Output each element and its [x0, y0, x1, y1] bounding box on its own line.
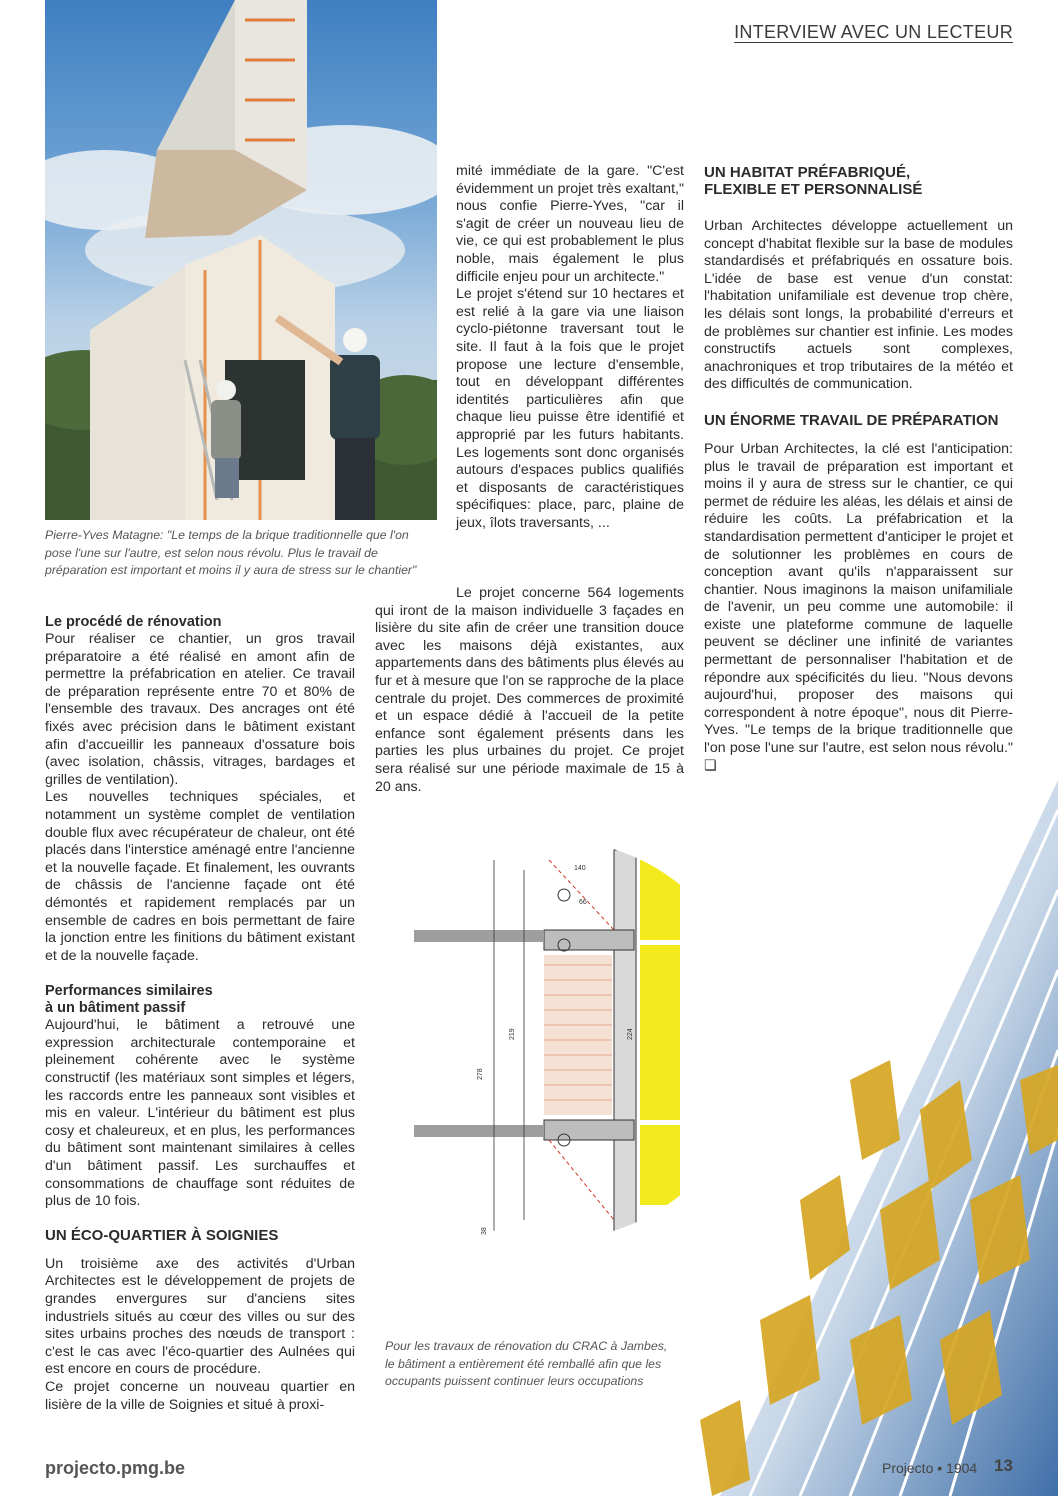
- dim-label: 140: [574, 865, 586, 872]
- paragraph: Aujourd'hui, le bâtiment a retrouvé une expression architecturale contemporaine et pleinement cohérente avec le système constructif (les matériaux sont simples et légers, les raccords entre les panneaux sont visibles et mis en valeur. L'intérieur du bâtiment est plus cosy et chaleureux, et en plus, les performances du bâtiment sont maintenant similaires à celles d'un bâtiment passif. Les surchauffes et consommations de chauffage sont réduites de plus de 10 fois.: [45, 1017, 355, 1210]
- dim-label: 224: [627, 1028, 634, 1040]
- paragraph: Les nouvelles techniques spéciales, et notamment un système complet de ventilation double flux avec récupérateur de chaleur, ont été placés dans l'interstice aménagé entre l'ancienne et la nouvelle façade. Et finalement, les ouvrants de châssis de l'ancienne façade ont été démontés et rapidement remplacés par un ensemble de cadres en bois permettant de faire la jonction entre les finitions du bâtiment existant et de la nouvelle façade.: [45, 789, 355, 964]
- middle-column-top: [456, 163, 684, 532]
- page-number: 13: [994, 1456, 1013, 1475]
- magazine-issue: Projecto • 1904: [882, 1460, 978, 1476]
- paragraph-text: Pour Urban Architectes, la clé est l'anticipation: plus le travail de préparation est important et moins il y aura de stress sur le chantier, ce qui permet de réduire les aléas, les délais et ainsi de réduire les coûts. La préfabrication et la standardisation permettent d'anticiper le projet et de solutionner les problèmes en cours de conception avant qu'ils n'apparaissent sur chantier. Nous imaginons la maison unifamiliale de l'avenir, un peu comme une automobile: il existe une plateforme commune de laquelle peuvent se décliner une infinité de variantes permettant de personnaliser l'habitation et de répondre aux spécificités du lieu. "Nous devons aujourd'hui, proposer des maisons qui correspondent à notre époque", nous dit Pierre-Yves. "Le temps de la brique traditionnelle que l'on pose l'une sur l'autre, est selon nous révolu.": [704, 440, 1013, 757]
- paragraph: Le projet s'étend sur 10 hectares et est relié à la gare via une liaison cyclo-piétonne traversant tout le site. Il faut à la fois que le projet propose une lecture d'ensemble, tout en développant différentes identités particulières afin que chaque lieu puisse être identifié et approprié par les futurs habitants. Les logements sont donc organisés autours d'espaces publics qualifiés et disposants de caractéristiques spécifiques: place, parc, plaine de jeux, îlots traversants, ...: [456, 286, 684, 531]
- paragraph: Urban Architectes développe actuellement un concept d'habitat flexible sur la base de modules standardisés et préfabriqués en ossature bois. L'idée de base est venue d'un constat: l'habitation unifamiliale est devenue trop chère, les délais sont longs, la probabilité d'erreurs et de problèmes sur chantier est infinie. Les modes constructifs actuels sont complexes, anachroniques et trop tributaires de la météo et des difficultés de communication.: [704, 218, 1013, 393]
- photo-caption: Pierre-Yves Matagne: "Le temps de la brique traditionnelle que l'on pose l'une sur l'autre, est selon nous révolu. Plus le travail de préparation est important et moins il y aura de stress sur le chantier": [45, 528, 417, 577]
- heading-preparation: UN ÉNORME TRAVAIL DE PRÉPARATION: [704, 411, 999, 429]
- dim-label: 278: [477, 1068, 484, 1080]
- heading-habitat: UN HABITAT PRÉFABRIQUÉ,: [704, 164, 911, 181]
- paragraph: Ce projet concerne un nouveau quartier en lisière de la ville de Soignies et situé à proxi-: [45, 1378, 355, 1413]
- dim-label: 38: [481, 1227, 488, 1235]
- paragraph: [704, 441, 1013, 775]
- heading-performances-2: à un bâtiment passif: [45, 1000, 186, 1017]
- middle-column-bottom: [375, 585, 684, 796]
- drawing-caption: Pour les travaux de rénovation du CRAC à Jambes, le bâtiment a entièrement été remballé afin que les occupants puissent continuer leurs occupations: [385, 1339, 668, 1388]
- paragraph: Un troisième axe des activités d'Urban Architectes est le développement de projets de grandes envergures sur d'anciens sites industriels situés au cœur des villes ou sur des sites urbains proches des nœuds de transport : c'est le cas avec l'éco-quartier des Aulnées qui est encore en cours de procédure.: [45, 1255, 355, 1378]
- end-mark: ❏: [704, 757, 717, 774]
- heading-habitat-2: FLEXIBLE ET PERSONNALISÉ: [704, 181, 923, 198]
- construction-photo: [45, 0, 437, 520]
- technical-section-drawing: [374, 840, 704, 1260]
- left-column: [45, 614, 355, 1414]
- site-url[interactable]: projecto.pmg.be: [45, 1458, 186, 1478]
- section-title: INTERVIEW AVEC UN LECTEUR: [734, 22, 1013, 42]
- dim-label: 219: [509, 1028, 516, 1040]
- right-column: [704, 164, 1013, 775]
- paragraph: Le projet concerne 564 logements qui iront de la maison individuelle 3 façades en lisière du site afin de créer une transition douce avec les maisons déjà existantes, aux appartements dans des bâtiments plus élevés au fur et à mesure que l'on se rapproche de la place centrale du projet. Des commerces de proximité et un espace dédié à l'accueil de la petite enfance sont également présents dans les parties les plus urbaines du projet. Ce projet sera réalisé sur une période maximale de 15 à 20 ans.: [375, 585, 684, 795]
- heading-renovation-process: Le procédé de rénovation: [45, 614, 222, 630]
- heading-eco-quartier: UN ÉCO-QUARTIER À SOIGNIES: [45, 1226, 279, 1244]
- dim-label: 66: [579, 899, 587, 906]
- paragraph: Pour réaliser ce chantier, un gros travail préparatoire a été réalisé en amont afin de permettre la préfabrication en atelier. Ce travail de préparation représente entre 70 et 80% de l'ensemble des travaux. Des ancrages ont été fixés avec précision dans le bâtiment existant afin d'accueillir les panneaux d'ossature bois (avec isolation, châssis, vitrages, bardages et grilles de ventilation).: [45, 631, 355, 788]
- paragraph: mité immédiate de la gare. "C'est évidemment un projet très exaltant," nous confie Pierre-Yves, "car il s'agit de créer un nouveau lieu de vie, ce qui est probablement le plus noble, mais également le plus difficile enjeu pour un architecte.": [456, 163, 684, 285]
- photo-illustration: [45, 0, 437, 520]
- heading-performances: Performances similaires: [45, 983, 213, 1000]
